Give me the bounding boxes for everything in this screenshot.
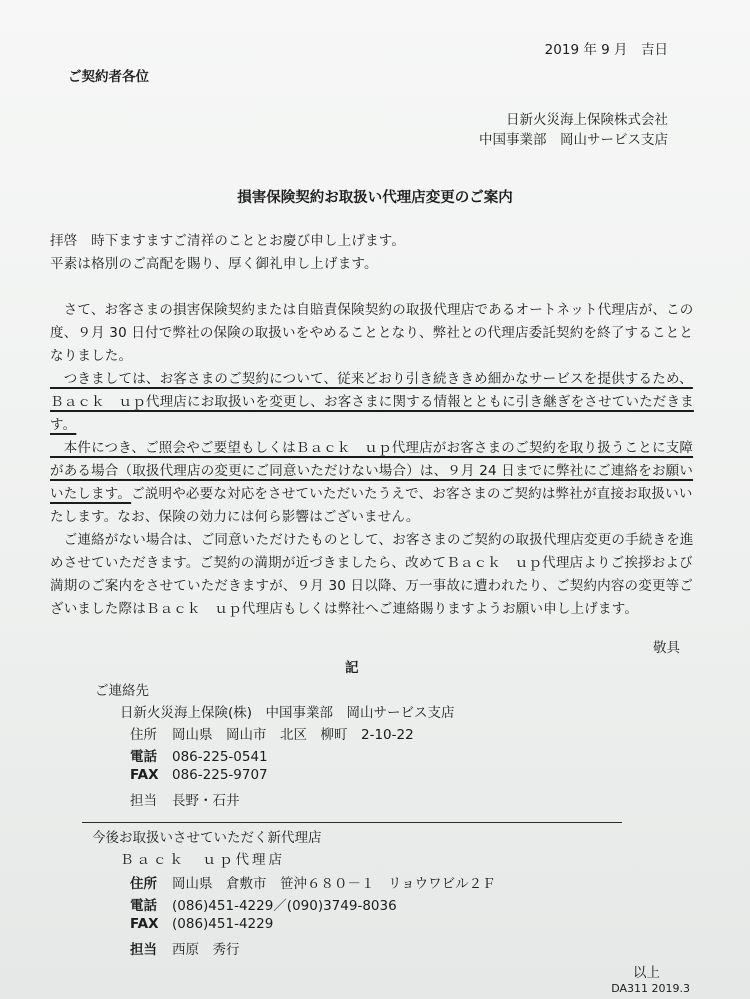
- document-title: 損害保険契約お取扱い代理店変更のご案内: [237, 190, 513, 206]
- new-agent-address: 岡山県 倉敷市 笹沖６８０－１ リョウワビル２Ｆ: [172, 876, 496, 892]
- sender-company: 日新火災海上保険株式会社: [506, 112, 668, 128]
- new-agent-phone-label: 電話: [130, 898, 157, 914]
- paragraph-agency-change: さて、お客さまの損害保険契約または自賠責保険契約の取扱代理店であるオートネット代理店が、この度、９月 30 日付で弊社の保険の取扱いをやめることとなり、弊社との代理店委託契約を終了することとなりました。: [50, 302, 694, 364]
- new-agent-person: 西原 秀行: [172, 942, 240, 958]
- salutation: ご契約者各位: [68, 69, 149, 85]
- sender-branch: 中国事業部 岡山サービス支店: [479, 132, 668, 148]
- contact-fax-row: [130, 767, 268, 783]
- new-agent-address-row: [130, 872, 496, 892]
- contact-person-row: [130, 789, 240, 809]
- contact-person: 長野・石井: [172, 793, 240, 809]
- contact-heading: ご連絡先: [95, 683, 149, 699]
- contact-deadline-notice: 本件につき、ご照会やご要望もしくはＢａｃｋ ｕｐ代理店がお客さまのご契約を取り扱うことに支障がある場合（取扱代理店の変更にご同意いただけない場合）は、９月 24 日までに弊社にご連絡をお願いいたします。: [50, 440, 694, 502]
- new-agent-fax-label: FAX: [130, 916, 159, 932]
- section-divider: [82, 822, 622, 823]
- contact-address-label: 住所: [130, 727, 157, 743]
- contact-address-row: [130, 723, 414, 743]
- paragraph-consent: ご連絡がない場合は、ご同意いただけたものとして、お客さまのご契約の取扱代理店変更の手続きを進めさせていただきます。ご契約の満期が近づきましたら、改めてＢａｃｋ ｕｐ代理店よりご挨拶および満期のご案内をさせていただきますが、９月 30 日以降、万一事故に遭われたり、ご契約内容の変更等ございました際はＢａｃｋ ｕｐ代理店もしくは弊社へご連絡賜りますようお願い申し上げます。: [50, 532, 694, 617]
- letter-body: [50, 230, 705, 621]
- opening-line-2: 平素は格別のご高配を賜り、厚く御礼申し上げます。: [50, 256, 378, 272]
- new-agent-fax-row: [130, 916, 273, 932]
- new-agent-phone-row: [130, 894, 397, 914]
- contact-deadline-rest: ご説明や必要な対応をさせていただいたうえで、お客さまのご契約は弊社が直接お取扱いいたします。なお、保険の効力には何ら影響はございません。: [50, 486, 693, 525]
- new-agent-person-row: [130, 938, 240, 958]
- form-code: DA311 2019.3: [611, 982, 690, 995]
- contact-phone-row: [130, 745, 268, 765]
- new-agent-name: Ｂａｃｋ ｕｐ代理店: [120, 852, 285, 868]
- contact-phone: 086-225-0541: [172, 749, 268, 765]
- opening-line-1: 拝啓 時下ますますご清祥のこととお慶び申し上げます。: [50, 233, 406, 249]
- paragraph-contact-request: [50, 437, 705, 529]
- contact-company: 日新火災海上保険(株) 中国事業部 岡山サービス支店: [120, 705, 455, 721]
- new-agent-fax: (086)451-4229: [172, 916, 274, 932]
- new-agent-heading: 今後お取扱いさせていただく新代理店: [92, 830, 322, 846]
- new-agent-phone: (086)451-4229／(090)3749-8036: [172, 898, 397, 914]
- closing-keigu: 敬具: [653, 640, 680, 656]
- contact-address: 岡山県 岡山市 北区 柳町 2-10-22: [172, 727, 414, 743]
- ki-mark: 記: [345, 660, 359, 676]
- paragraph-backup-transfer: つきましては、お客さまのご契約について、従来どおり引き続ききめ細かなサービスを提供するため、Ｂａｃｋ ｕｐ代理店にお取扱いを変更し、お客さまに関する情報とともに引き継ぎをさせていただきます。: [50, 371, 694, 433]
- contact-person-label: 担当: [130, 793, 157, 809]
- new-agent-person-label: 担当: [130, 942, 157, 958]
- new-agent-address-label: 住所: [130, 876, 157, 892]
- document-date: 2019 年 9 月 吉日: [544, 42, 668, 58]
- contact-fax-label: FAX: [130, 767, 159, 783]
- closing-ijou: 以上: [633, 965, 660, 981]
- contact-phone-label: 電話: [130, 749, 157, 765]
- contact-fax: 086-225-9707: [172, 767, 268, 783]
